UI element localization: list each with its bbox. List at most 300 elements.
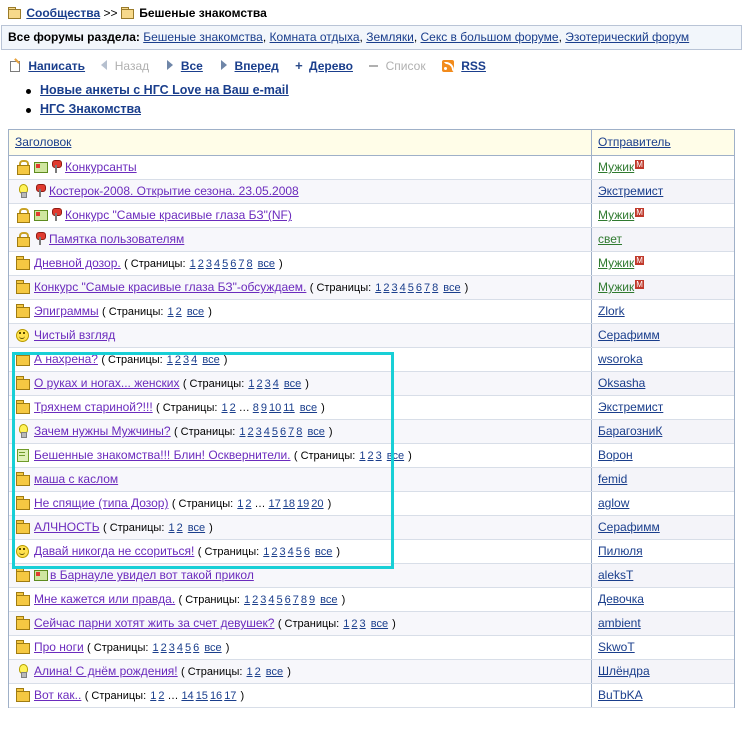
- page-link[interactable]: 1: [166, 354, 173, 367]
- page-link[interactable]: 2: [229, 402, 236, 415]
- topic-title-cell: [9, 684, 592, 708]
- folder-icon: [15, 640, 30, 653]
- page-link[interactable]: 1: [168, 522, 175, 535]
- page-link[interactable]: 8: [300, 594, 307, 607]
- section-forum-link-3[interactable]: Земляки: [366, 30, 414, 44]
- page-link[interactable]: 19: [297, 498, 310, 511]
- list-view-button: [369, 59, 425, 73]
- topics-table: [9, 130, 734, 708]
- topic-author-cell: [592, 588, 735, 612]
- page-link[interactable]: 3: [255, 426, 262, 439]
- table-row: [9, 492, 734, 516]
- lock-icon: [15, 208, 30, 221]
- page-link[interactable]: 1: [152, 642, 159, 655]
- topic-title-cell: [9, 516, 592, 540]
- topic-title-cell: [9, 612, 592, 636]
- page-link[interactable]: 15: [195, 690, 208, 703]
- page-link[interactable]: 11: [283, 402, 295, 415]
- page-link[interactable]: 1: [263, 546, 270, 559]
- section-forum-link-2[interactable]: Комната отдыха: [269, 30, 360, 44]
- pagination: ( Страницы: 1 2 все ): [102, 522, 213, 535]
- page-link[interactable]: 4: [272, 378, 279, 391]
- rss-label[interactable]: RSS: [461, 58, 486, 73]
- page-link[interactable]: 5: [276, 594, 283, 607]
- section-forums-bar: Все форумы раздела: Бешеные знакомства, Комната отдыха, Земляки, Секс в большом форуме, Эзотерический форум: [1, 25, 742, 50]
- all-pages-link[interactable]: все: [307, 426, 325, 439]
- all-pages-link[interactable]: все: [204, 642, 222, 655]
- folder-icon: [15, 568, 30, 581]
- page-link[interactable]: 5: [222, 258, 229, 271]
- back-label: Назад: [114, 58, 150, 73]
- page-link[interactable]: 2: [383, 282, 390, 295]
- all-pages-link[interactable]: все: [386, 450, 405, 463]
- page-link[interactable]: 2: [175, 306, 182, 319]
- folder-icon: [15, 688, 30, 701]
- author-link[interactable]: Мужик: [598, 280, 635, 295]
- table-row: [9, 612, 734, 636]
- topic-link[interactable]: Не спящие (типа Дозор): [34, 496, 169, 511]
- pagination: ( Страницы: 1 2 3 все ): [277, 618, 396, 631]
- page-link[interactable]: 1: [221, 402, 228, 415]
- toolbar: [0, 50, 743, 79]
- back-button: [101, 59, 149, 73]
- page-link[interactable]: 2: [252, 594, 259, 607]
- page-link[interactable]: 1: [343, 618, 350, 631]
- author-link[interactable]: SkwoT: [598, 640, 635, 655]
- folder-icon: [15, 400, 30, 413]
- pin-icon: [50, 160, 62, 173]
- rss-button[interactable]: [442, 59, 486, 73]
- all-pages-link[interactable]: все: [187, 522, 206, 535]
- author-link[interactable]: Ворон: [598, 448, 633, 463]
- author-link[interactable]: ambient: [598, 616, 641, 631]
- all-pages-button[interactable]: [165, 59, 202, 73]
- all-pages-link[interactable]: все: [299, 402, 318, 415]
- page-link[interactable]: 1: [243, 594, 251, 607]
- topic-title-cell: [9, 396, 592, 420]
- flag-icon: [34, 569, 47, 580]
- all-pages-link[interactable]: все: [320, 594, 338, 607]
- page-link[interactable]: 10: [269, 402, 282, 415]
- topic-link[interactable]: Конкурсанты: [65, 160, 137, 175]
- page-link[interactable]: 14: [181, 690, 194, 703]
- bulb-icon: [15, 184, 30, 197]
- topic-title-cell: [9, 468, 592, 492]
- topic-link[interactable]: А нахрена?: [34, 352, 98, 367]
- topic-title-cell: [9, 228, 592, 252]
- topic-title-cell: [9, 180, 592, 204]
- sheet-icon: [15, 448, 30, 461]
- pagination: ( Страницы: 1 2 3 4 5 6 7 8 все ): [124, 258, 283, 271]
- topic-title-cell: [9, 252, 592, 276]
- page-link[interactable]: 4: [263, 426, 270, 439]
- status-badge: M: [636, 280, 643, 290]
- page-link[interactable]: 1: [189, 258, 196, 271]
- page-link[interactable]: 8: [432, 282, 439, 295]
- page-link[interactable]: 9: [260, 402, 267, 415]
- topic-title-cell: [9, 588, 592, 612]
- topic-title-cell: [9, 156, 592, 180]
- topic-title-cell: [9, 300, 592, 324]
- folder-icon: [15, 280, 30, 293]
- topic-title-cell: [9, 324, 592, 348]
- topic-link[interactable]: Давай никогда не ссориться!: [34, 544, 195, 559]
- page-link[interactable]: 2: [160, 642, 167, 655]
- page-link[interactable]: 1: [246, 666, 253, 679]
- topic-author-cell: [592, 252, 735, 276]
- topic-title-cell: [9, 636, 592, 660]
- topic-link[interactable]: маша с каслом: [34, 472, 119, 487]
- topic-link[interactable]: Чистый взгляд: [34, 328, 116, 343]
- minus-icon: [369, 65, 378, 67]
- section-forum-link-5[interactable]: Эзотерический форум: [565, 30, 690, 44]
- page-link[interactable]: 20: [311, 498, 324, 511]
- page-link[interactable]: 3: [260, 594, 267, 607]
- folder-icon: [15, 352, 30, 365]
- table-row: [9, 684, 734, 708]
- folder-icon: [15, 592, 30, 605]
- folder-icon: [15, 376, 30, 389]
- chevron-left-icon: [101, 60, 107, 70]
- list-item: [40, 100, 743, 119]
- rss-icon: [442, 60, 454, 72]
- lock-icon: [15, 232, 30, 245]
- topic-link[interactable]: О руках и ногах... женских: [34, 376, 180, 391]
- pin-icon: [50, 208, 62, 221]
- folder-icon: [15, 304, 30, 317]
- breadcrumb-current: Бешеные знакомства: [139, 6, 267, 20]
- table-header-row: [9, 130, 734, 156]
- write-label[interactable]: Написать: [28, 58, 86, 73]
- breadcrumb-root-link[interactable]: Сообщества: [26, 6, 101, 20]
- topic-link[interactable]: Мне кажется или правда.: [34, 592, 176, 607]
- table-row: [9, 276, 734, 300]
- page-link[interactable]: 5: [295, 546, 302, 559]
- all-pages-link[interactable]: все: [283, 378, 302, 391]
- topic-author-cell: [592, 156, 735, 180]
- table-row: [9, 564, 734, 588]
- topic-link[interactable]: АЛЧНОСТЬ: [34, 520, 100, 535]
- pagination: ( Страницы: 1 2 … 17 18 19 20 ): [171, 498, 332, 511]
- pin-icon: [34, 184, 46, 197]
- topic-author-cell: [592, 516, 735, 540]
- all-pages-link[interactable]: все: [315, 546, 333, 559]
- author-link[interactable]: Экстремист: [598, 400, 664, 415]
- topic-link[interactable]: Эпиграммы: [34, 304, 99, 319]
- breadcrumb: [0, 0, 743, 25]
- author-link[interactable]: BuTbKA: [598, 688, 643, 703]
- list-item: [40, 81, 743, 100]
- topic-link[interactable]: Зачем нужны Мужчины?: [34, 424, 171, 439]
- author-link[interactable]: Мужик: [598, 160, 635, 175]
- forward-label[interactable]: Вперед: [234, 58, 279, 73]
- topic-author-cell: [592, 348, 735, 372]
- table-row: [9, 324, 734, 348]
- page-link[interactable]: 2: [271, 546, 278, 559]
- topic-link[interactable]: Памятка пользователям: [49, 232, 185, 247]
- topic-title-cell: [9, 420, 592, 444]
- pagination: ( Страницы: 1 2 … 14 15 16 17 ): [84, 690, 245, 703]
- author-link[interactable]: Мужик: [598, 208, 635, 223]
- folder-icon: [8, 7, 20, 18]
- bulb-icon: [15, 424, 30, 437]
- pagination: ( Страницы: 1 2 все ): [102, 306, 212, 319]
- folder-icon: [121, 7, 133, 18]
- page-link[interactable]: 3: [183, 354, 190, 367]
- page-link[interactable]: 1: [359, 450, 366, 463]
- page-link[interactable]: 3: [375, 450, 382, 463]
- all-label[interactable]: Все: [180, 58, 203, 73]
- section-forum-link-1[interactable]: Бешеные знакомства: [143, 30, 263, 44]
- page-link[interactable]: 2: [158, 690, 165, 703]
- page-link[interactable]: 2: [351, 618, 358, 631]
- page-link[interactable]: 4: [176, 642, 184, 655]
- page-link[interactable]: 16: [209, 690, 223, 703]
- page-link[interactable]: 2: [247, 426, 254, 439]
- page-link[interactable]: 2: [174, 354, 182, 367]
- table-row: [9, 636, 734, 660]
- page-link[interactable]: 3: [359, 618, 366, 631]
- all-pages-link[interactable]: все: [370, 618, 389, 631]
- page-link[interactable]: 17: [224, 690, 237, 703]
- tree-label[interactable]: Дерево: [309, 59, 353, 74]
- page-link[interactable]: 3: [264, 378, 271, 391]
- page-link[interactable]: 2: [367, 450, 374, 463]
- table-row: [9, 516, 734, 540]
- page-link[interactable]: 7: [423, 282, 431, 295]
- topic-title-cell: [9, 444, 592, 468]
- author-link[interactable]: aglow: [598, 496, 630, 511]
- pagination: ( Страницы: 1 2 3 4 5 6 7 8 9 все ): [178, 594, 346, 607]
- all-pages-link[interactable]: все: [265, 666, 284, 679]
- pagination: ( Страницы: 1 2 3 все ): [293, 450, 412, 463]
- page-link[interactable]: 1: [248, 378, 255, 391]
- page-link[interactable]: 3: [391, 282, 398, 295]
- topic-link[interactable]: Конкурс "Самые красивые глаза БЗ"(NF): [65, 208, 292, 223]
- page-link[interactable]: 6: [415, 282, 422, 295]
- pagination: ( Страницы: 1 2 3 4 все ): [182, 378, 309, 391]
- table-row: [9, 252, 734, 276]
- author-link[interactable]: Мужик: [598, 256, 635, 271]
- topic-author-cell: [592, 276, 735, 300]
- all-pages-link[interactable]: все: [257, 258, 275, 271]
- pagination-ellipsis: …: [167, 690, 179, 703]
- topic-author-cell: [592, 324, 735, 348]
- topic-title-cell: [9, 492, 592, 516]
- folder-icon: [15, 496, 30, 509]
- author-link[interactable]: Экстремист: [598, 184, 664, 199]
- page-link[interactable]: 17: [268, 498, 281, 511]
- pagination: ( Страницы: 1 2 … 8 9 10 11 все ): [156, 402, 325, 415]
- author-link[interactable]: Серафимм: [598, 328, 660, 343]
- page-link[interactable]: 1: [167, 306, 174, 319]
- topic-link[interactable]: Про ноги: [34, 640, 84, 655]
- topic-link[interactable]: Вот как..: [34, 688, 82, 703]
- lock-icon: [15, 160, 30, 173]
- topic-link[interactable]: Костерок-2008. Открытие сезона. 23.05.2008: [49, 184, 299, 199]
- topic-link[interactable]: Сейчас парни хотят жить за счет девушек?: [34, 616, 275, 631]
- folder-icon: [15, 256, 30, 269]
- status-badge: M: [636, 160, 643, 170]
- page-link[interactable]: 6: [230, 258, 237, 271]
- all-pages-link[interactable]: все: [443, 282, 461, 295]
- table-row: [9, 228, 734, 252]
- topic-title-cell: [9, 348, 592, 372]
- page-link[interactable]: 5: [407, 282, 414, 295]
- write-button[interactable]: [10, 59, 85, 73]
- pagination: ( Страницы: 1 2 3 4 5 6 все ): [197, 546, 341, 559]
- pagination: ( Страницы: 1 2 3 4 5 6 7 8 все ): [173, 426, 333, 439]
- page-link[interactable]: 5: [185, 642, 192, 655]
- topic-author-cell: [592, 204, 735, 228]
- page-link[interactable]: 4: [399, 282, 406, 295]
- page-link[interactable]: 4: [268, 594, 275, 607]
- table-row: [9, 468, 734, 492]
- topic-title-cell: [9, 276, 592, 300]
- bulb-icon: [15, 664, 30, 677]
- page-link[interactable]: 3: [279, 546, 286, 559]
- page-link[interactable]: 1: [375, 282, 382, 295]
- page-link[interactable]: 4: [213, 258, 221, 271]
- author-link[interactable]: Oksasha: [598, 376, 646, 391]
- author-link[interactable]: Шлёндра: [598, 664, 650, 679]
- page-link[interactable]: 6: [280, 426, 287, 439]
- pin-icon: [34, 232, 46, 245]
- topic-author-cell: [592, 396, 735, 420]
- page-link[interactable]: 2: [197, 258, 204, 271]
- page-link[interactable]: 18: [282, 498, 296, 511]
- page-link[interactable]: 7: [238, 258, 245, 271]
- forward-button[interactable]: [219, 59, 279, 73]
- page-link[interactable]: 4: [191, 354, 198, 367]
- page-link[interactable]: 1: [239, 426, 246, 439]
- page-link[interactable]: 8: [296, 426, 303, 439]
- pagination-ellipsis: …: [238, 402, 250, 415]
- page-link[interactable]: 2: [176, 522, 183, 535]
- author-link[interactable]: aleksT: [598, 568, 634, 583]
- page-link[interactable]: 4: [287, 546, 294, 559]
- page-link[interactable]: 1: [150, 690, 157, 703]
- table-row: [9, 204, 734, 228]
- section-forum-link-4[interactable]: Секс в большом форуме: [420, 30, 559, 44]
- author-link[interactable]: femid: [598, 472, 628, 487]
- sort-by-author-link[interactable]: Отправитель: [598, 135, 671, 150]
- smiley-icon: [15, 328, 30, 341]
- page-link[interactable]: 3: [205, 258, 212, 271]
- pagination: ( Страницы: 1 2 все ): [181, 666, 291, 679]
- pagination: ( Страницы: 1 2 3 4 все ): [101, 354, 228, 367]
- table-row: [9, 300, 734, 324]
- flag-icon: [34, 209, 47, 220]
- page-link[interactable]: 3: [168, 642, 175, 655]
- column-header-title: [9, 130, 592, 156]
- section-forums-label: Все форумы раздела:: [8, 30, 140, 44]
- author-link[interactable]: Девочка: [598, 592, 644, 607]
- all-pages-link[interactable]: все: [202, 354, 220, 367]
- page-link[interactable]: 6: [193, 642, 200, 655]
- topic-link[interactable]: Тряхнем стариной?!!!: [34, 400, 153, 415]
- topic-link[interactable]: Дневной дозор.: [34, 256, 121, 271]
- page-link[interactable]: 2: [256, 378, 263, 391]
- topic-author-cell: [592, 468, 735, 492]
- page-link[interactable]: 7: [288, 426, 295, 439]
- announcement-list: [0, 81, 743, 119]
- pagination-ellipsis: …: [254, 498, 266, 511]
- topic-title-cell: [9, 564, 592, 588]
- page-link[interactable]: 6: [303, 546, 310, 559]
- sort-by-title-link[interactable]: Заголовок: [15, 135, 72, 150]
- topics-table-wrapper: [8, 129, 735, 708]
- page-link[interactable]: 5: [271, 426, 279, 439]
- breadcrumb-separator: >>: [103, 6, 118, 20]
- table-row: [9, 444, 734, 468]
- table-row: [9, 660, 734, 684]
- topic-title-cell: [9, 372, 592, 396]
- pagination: ( Страницы: 1 2 3 4 5 6 все ): [87, 642, 230, 655]
- topic-title-cell: [9, 204, 592, 228]
- topic-author-cell: [592, 444, 735, 468]
- list-label: Список: [385, 58, 426, 73]
- table-row: [9, 540, 734, 564]
- folder-icon: [15, 520, 30, 533]
- table-row: [9, 396, 734, 420]
- author-link[interactable]: Серафимм: [598, 520, 660, 535]
- topic-link[interactable]: в Барнауле увидел вот такой прикол: [50, 568, 254, 583]
- table-row: [9, 156, 734, 180]
- plus-icon: +: [295, 58, 303, 74]
- topic-author-cell: [592, 492, 735, 516]
- topic-link[interactable]: Конкурс "Самые красивые глаза БЗ"-обсуждаем.: [34, 280, 307, 295]
- chevron-right-icon: [167, 60, 173, 70]
- table-row: [9, 372, 734, 396]
- flag-icon: [34, 161, 47, 172]
- table-row: [9, 348, 734, 372]
- author-link[interactable]: БарагозниК: [598, 424, 663, 439]
- page-link[interactable]: 8: [252, 402, 259, 415]
- author-link[interactable]: Zlork: [598, 304, 625, 319]
- page-link[interactable]: 2: [254, 666, 261, 679]
- page-link[interactable]: 2: [245, 498, 252, 511]
- status-badge: M: [636, 208, 643, 218]
- page-link[interactable]: 6: [284, 594, 291, 607]
- smiley-icon: [15, 544, 30, 557]
- table-row: [9, 420, 734, 444]
- all-pages-link[interactable]: все: [186, 306, 205, 319]
- author-link[interactable]: Пилюля: [598, 544, 643, 559]
- tree-view-button[interactable]: [295, 58, 353, 73]
- announcement-link-1[interactable]: Новые анкеты с НГС Love на Ваш e-mail: [40, 83, 289, 98]
- page-link[interactable]: 7: [292, 594, 299, 607]
- page-link[interactable]: 9: [308, 594, 316, 607]
- column-header-author: [592, 130, 735, 156]
- author-link[interactable]: свет: [598, 232, 623, 247]
- page-link[interactable]: 8: [246, 258, 253, 271]
- topic-author-cell: [592, 684, 735, 708]
- page-link[interactable]: 1: [237, 498, 244, 511]
- author-link[interactable]: wsoroka: [598, 352, 643, 367]
- topic-link[interactable]: Алина! С днём рождения!: [34, 664, 178, 679]
- announcement-link-2[interactable]: НГС Знакомства: [40, 102, 141, 117]
- topic-author-cell: [592, 540, 735, 564]
- folder-icon: [15, 472, 30, 485]
- topic-author-cell: [592, 564, 735, 588]
- topic-author-cell: [592, 300, 735, 324]
- folder-icon: [15, 616, 30, 629]
- topic-author-cell: [592, 420, 735, 444]
- topic-author-cell: [592, 372, 735, 396]
- topic-link[interactable]: Бешенные знакомства!!! Блин! Осквернители.: [34, 448, 291, 463]
- table-row: [9, 588, 734, 612]
